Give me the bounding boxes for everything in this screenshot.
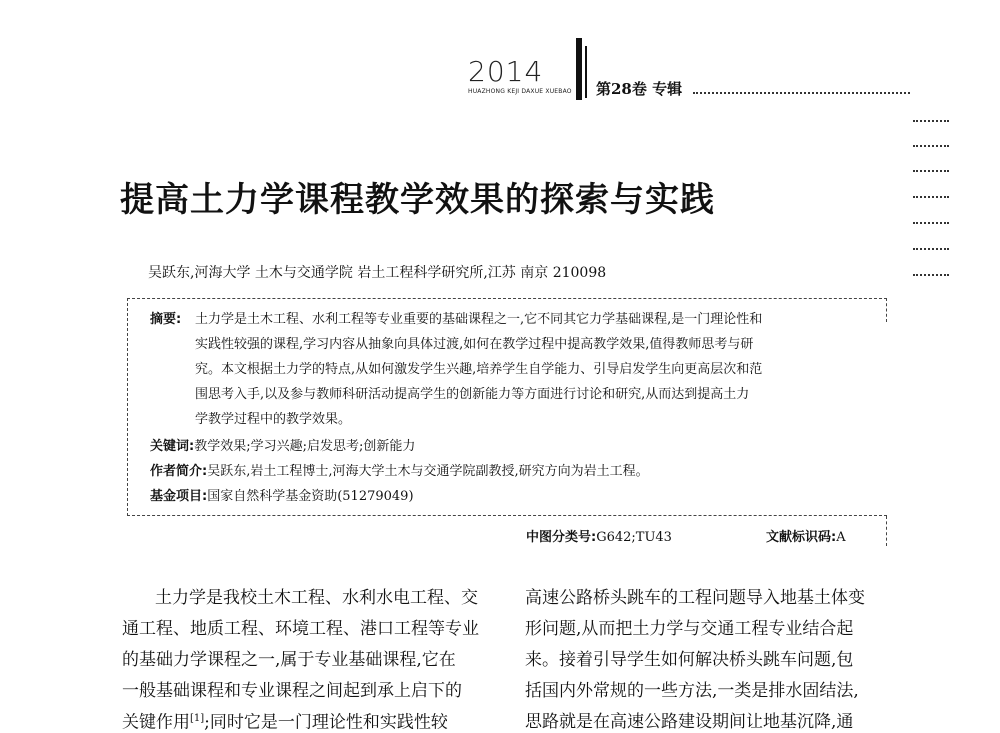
- body-line: 土力学是我校土木工程、水利水电工程、交: [155, 588, 478, 608]
- journal-issue: 第28卷 专辑: [596, 80, 683, 98]
- author-bio-text: 吴跃东,岩土工程博士,河海大学土木与交通学院副教授,研究方向为岩土工程。: [207, 464, 649, 479]
- author-affiliation: 吴跃东,河海大学 土木与交通学院 岩土工程科学研究所,江苏 南京 210098: [148, 265, 607, 281]
- body-text: 关键作用: [122, 712, 190, 733]
- classification-value: G642;TU43: [596, 530, 672, 545]
- side-dotted-rule: [913, 170, 949, 172]
- body-line: 括国内外常规的一些方法,一类是排水固结法,: [525, 681, 859, 701]
- classification-number: [526, 526, 672, 545]
- header-bar-thin: [585, 46, 587, 98]
- paper-title: 提高土力学课程教学效果的探索与实践: [120, 180, 715, 220]
- abstract-box-edge: [886, 516, 887, 546]
- body-line: 的基础力学课程之一,属于专业基础课程,它在: [122, 650, 456, 670]
- body-line: 思路就是在高速公路建设期间让地基沉降,通: [525, 712, 854, 732]
- citation-ref: [1]: [190, 713, 205, 724]
- body-line: 高速公路桥头跳车的工程问题导入地基土体变: [525, 588, 865, 608]
- journal-year: 2014: [468, 55, 544, 88]
- author-bio: [150, 465, 649, 478]
- keywords: [150, 440, 415, 453]
- fund-label: 基金项目:: [150, 489, 208, 504]
- document-code: [766, 526, 846, 545]
- side-dotted-rule: [913, 274, 949, 276]
- abstract-box-edge: [886, 298, 887, 322]
- fund-text: 国家自然科学基金资助(51279049): [207, 489, 414, 504]
- document-code-value: A: [836, 530, 846, 545]
- abstract-line: 学教学过程中的教学效果。: [195, 412, 352, 427]
- header-dotted-rule: [693, 92, 910, 94]
- abstract-box: [127, 298, 887, 516]
- side-dotted-rule: [913, 222, 949, 224]
- classification-label: 中图分类号:: [526, 530, 597, 545]
- body-text: ;同时它是一门理论性和实践性较: [204, 712, 448, 733]
- keywords-label: 关键词:: [150, 439, 195, 454]
- abstract-line: 围思考入手,以及参与教师科研活动提高学生的创新能力等方面进行讨论和研究,从而达到提高土力: [195, 387, 750, 402]
- body-line: 形问题,从而把土力学与交通工程专业结合起: [525, 619, 854, 639]
- keywords-text: 教学效果;学习兴趣;启发思考;创新能力: [194, 439, 416, 454]
- body-line: 通工程、地质工程、环境工程、港口工程等专业: [122, 619, 479, 639]
- fund: [150, 490, 414, 503]
- abstract-line: 实践性较强的课程,学习内容从抽象向具体过渡,如何在教学过程中提高教学效果,值得教师思考与研: [195, 337, 754, 352]
- journal-english-name: HUAZHONG KEJI DAXUE XUEBAO: [468, 88, 572, 95]
- header-bar: [576, 38, 582, 100]
- author-bio-label: 作者简介:: [150, 464, 208, 479]
- side-dotted-rule: [913, 248, 949, 250]
- side-dotted-rule: [913, 196, 949, 198]
- abstract-line: 究。本文根据土力学的特点,从如何激发学生兴趣,培养学生自学能力、引导启发学生向更高层次和范: [195, 362, 763, 377]
- body-line: 一般基础课程和专业课程之间起到承上启下的: [122, 681, 462, 701]
- abstract-label: 摘要:: [150, 312, 182, 327]
- body-line: 来。接着引导学生如何解决桥头跳车问题,包: [525, 650, 854, 670]
- document-code-label: 文献标识码:: [766, 530, 837, 545]
- abstract-line: 土力学是土木工程、水利工程等专业重要的基础课程之一,它不同其它力学基础课程,是一门理论性和: [195, 312, 763, 327]
- side-dotted-rule: [913, 145, 949, 147]
- side-dotted-rule: [913, 120, 949, 122]
